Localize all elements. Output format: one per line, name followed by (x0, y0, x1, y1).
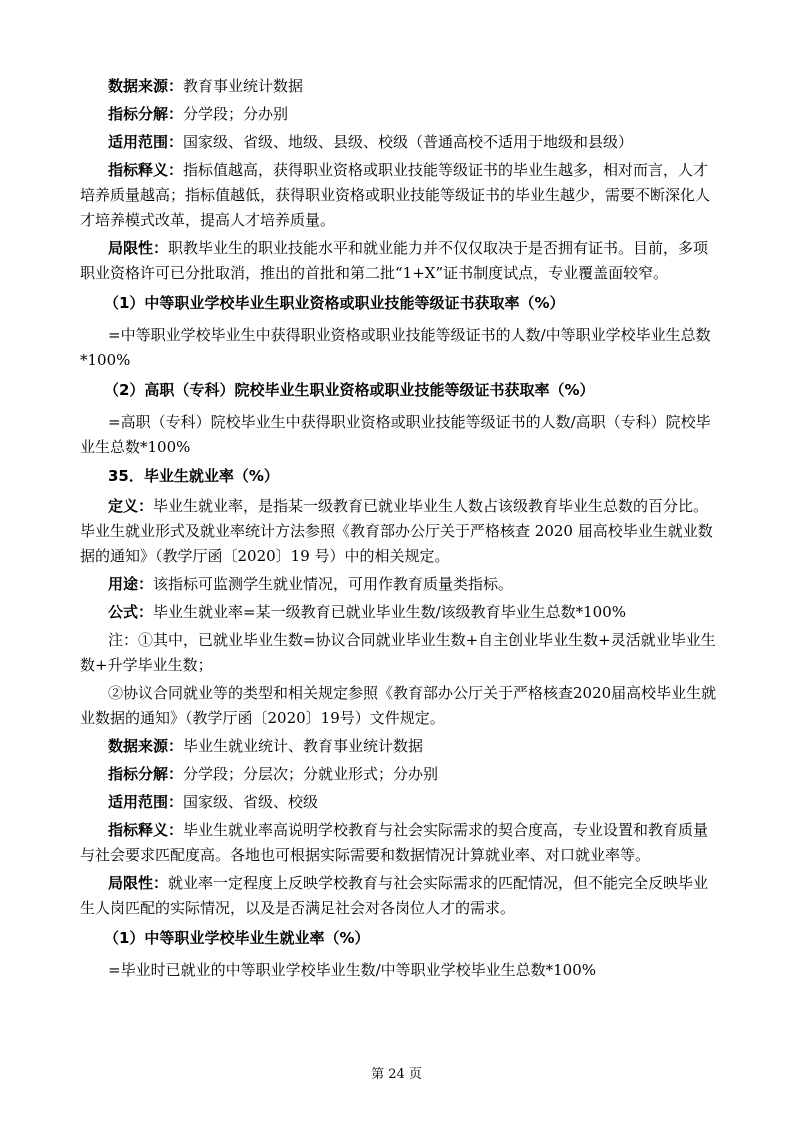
usage-label: 用途： (108, 575, 154, 593)
definition-label: 定义： (108, 497, 154, 515)
data-source-label: 数据来源： (108, 737, 184, 755)
limitation-label: 局限性： (108, 874, 169, 892)
formula-row (80, 600, 720, 625)
note-paragraph: ②协议合同就业等的类型和相关规定参照《教育部办公厅关于严格核查2020届高校毕业生就业数据的通知》（教学厅函〔2020〕19号）文件规定。 (80, 684, 717, 727)
interpretation-text: 毕业生就业率高说明学校教育与社会实际需求的契合度高，专业设置和教育质量与社会要求匹配度高。各地也可根据实际需要和数据情况计算就业率、对口就业率等。 (80, 821, 709, 864)
breakdown-text: 分学段；分办别 (183, 105, 289, 123)
usage-text: 该指标可监测学生就业情况，可用作教育质量类指标。 (153, 575, 514, 593)
limitation-paragraph (80, 236, 720, 286)
interpretation-paragraph (80, 818, 720, 868)
definition-text: 毕业生就业率，是指某一级教育已就业毕业生人数占该级教育毕业生总数的百分比。毕业生就业形式及就业率统计方法参照《教育部办公厅关于严格核查 2020 届高校毕业生就业数据的通知》（教学厅函〔2020〕19 号）中的相关规定。 (80, 497, 713, 565)
interpretation-label: 指标释义： (108, 821, 184, 839)
breakdown-label: 指标分解： (108, 765, 184, 783)
formula-label: 公式： (108, 603, 154, 621)
breakdown-row (80, 102, 720, 127)
definition-paragraph (80, 494, 720, 569)
data-source-row (80, 734, 720, 759)
page-content (80, 74, 720, 986)
scope-text: 国家级、省级、地级、县级、校级（普通高校不适用于地级和县级） (183, 133, 634, 151)
scope-label: 适用范围： (108, 133, 184, 151)
formula-text: 毕业生就业率=某一级教育已就业毕业生数/该级教育毕业生总数*100% (153, 603, 627, 621)
breakdown-label: 指标分解： (108, 105, 184, 123)
subsection-formula: =高职（专科）院校毕业生中获得职业资格或职业技能等级证书的人数/高职（专科）院校毕业生总数*100% (80, 413, 711, 456)
scope-row (80, 130, 720, 155)
section-heading: 35．毕业生就业率（%） (108, 467, 279, 485)
subsection-heading: （1）中等职业学校毕业生职业资格或职业技能等级证书获取率（%） (104, 294, 565, 312)
limitation-label: 局限性： (108, 239, 169, 257)
scope-label: 适用范围： (108, 793, 184, 811)
scope-text: 国家级、省级、校级 (183, 793, 319, 811)
page-number: 第 24 页 (371, 1067, 422, 1082)
subsection-heading: （1）中等职业学校毕业生就业率（%） (104, 929, 370, 947)
usage-row (80, 572, 720, 597)
data-source-row (80, 74, 720, 99)
interpretation-text: 指标值越高，获得职业资格或职业技能等级证书的毕业生越多，相对而言，人才培养质量越高；指标值越低，获得职业资格或职业技能等级证书的毕业生越少，需要不断深化人才培养模式改革，提高人才培养质量。 (80, 161, 711, 229)
subsection-formula: =毕业时已就业的中等职业学校毕业生数/中等职业学校毕业生总数*100% (108, 961, 597, 979)
breakdown-text: 分学段；分层次；分就业形式；分办别 (183, 765, 439, 783)
limitation-paragraph (80, 871, 720, 921)
breakdown-row (80, 762, 720, 787)
data-source-text: 毕业生就业统计、教育事业统计数据 (183, 737, 424, 755)
subsection-formula: =中等职业学校毕业生中获得职业资格或职业技能等级证书的人数/中等职业学校毕业生总数*100% (80, 326, 711, 369)
subsection-heading: （2）高职（专科）院校毕业生职业资格或职业技能等级证书获取率（%） (104, 381, 595, 399)
limitation-text: 就业率一定程度上反映学校教育与社会实际需求的匹配情况，但不能完全反映毕业生人岗匹配的实际情况，以及是否满足社会对各岗位人才的需求。 (80, 874, 709, 917)
note-paragraph: 注：①其中，已就业毕业生数=协议合同就业毕业生数+自主创业毕业生数+灵活就业毕业生数+升学毕业生数； (80, 631, 716, 674)
data-source-label: 数据来源： (108, 77, 184, 95)
interpretation-paragraph (80, 158, 720, 233)
scope-row (80, 790, 720, 815)
data-source-text: 教育事业统计数据 (183, 77, 304, 95)
interpretation-label: 指标释义： (108, 161, 184, 179)
limitation-text: 职教毕业生的职业技能水平和就业能力并不仅仅取决于是否拥有证书。目前，多项职业资格许可已分批取消，推出的首批和第二批“1+X”证书制度试点，专业覆盖面较窄。 (80, 239, 709, 282)
